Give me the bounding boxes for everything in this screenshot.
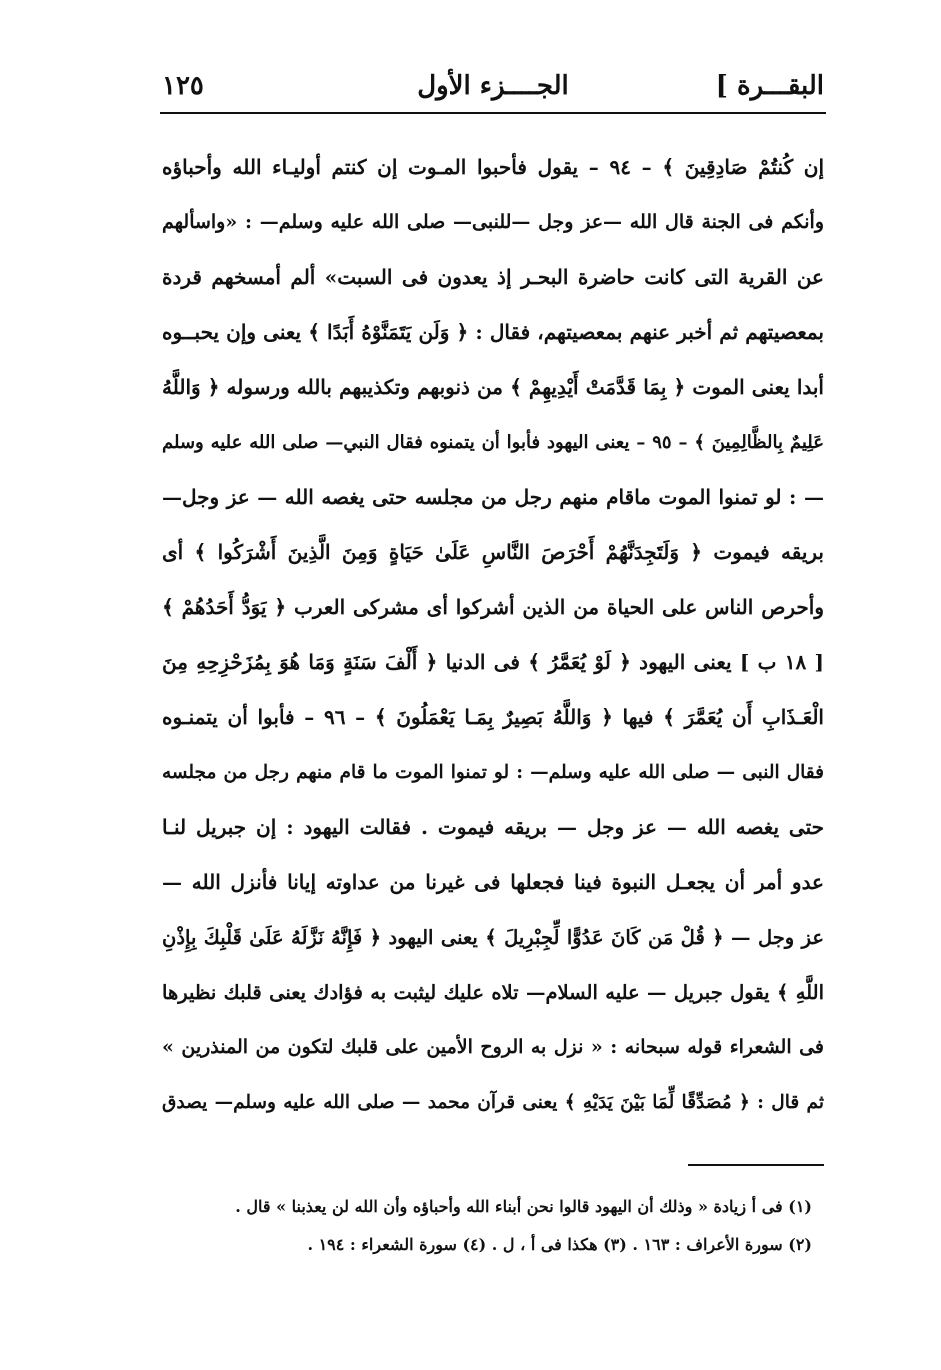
text-line: عن القرية التى كانت حاضرة البحـر إذ يعدون فى السبت» ألم أمسخهم قردة [162,265,824,289]
text-line: بمعصيتهم ثم أخبر عنهم بمعصيتهم، فقال : ﴿ وَلَن يَتَمَنَّوْهُ أَبَدًا ﴾ يعنى وإن يحبــوه [162,320,824,344]
text-line: [ ١٨ ب ] يعنى اليهود ﴿ لَوْ يُعَمَّرُ ﴾ فى الدنيا ﴿ أَلْفَ سَنَةٍ وَمَا هُوَ بِمُزَحْزِحِهِ مِنَ [162,650,824,674]
text-line: حتى يغصه الله — عز وجل — بريقه فيموت . فقالت اليهود : إن جبريل لنـا [162,815,824,839]
text-line: عَلِيمٌ بِالظَّالِمِينَ ﴾ – ٩٥ – يعنى اليهود فأبوا أن يتمنوه فقال النبي— صلى الله عليه وسلم [162,432,824,453]
text-line: بريقه فيموت ﴿ وَلَتَجِدَنَّهُمْ أَحْرَصَ النَّاسِ عَلَىٰ حَيَاةٍ وَمِنَ الَّذِينَ أَشْرَكُوا ﴾ أى [162,540,824,564]
text-line: — : لو تمنوا الموت ماقام منهم رجل من مجلسه حتى يغصه الله — عز وجل— [162,485,824,509]
text-line: الْعَـذَابِ أَن يُعَمَّرَ ﴾ فيها ﴿ وَاللَّهُ بَصِيرٌ بِمَـا يَعْمَلُونَ ﴾ – ٩٦ – فأبوا أن يتمنـوه [162,705,824,729]
text-line: فى الشعراء قوله سبحانه : « نزل به الروح الأمين على قلبك لتكون من المنذرين » [162,1036,824,1058]
text-line: أبدا يعنى الموت ﴿ بِمَا قَدَّمَتْ أَيْدِيهِمْ ﴾ من ذنوبهم وتكذيبهم بالله ورسوله ﴿ وَاللَّهُ [162,375,824,399]
footnote: (١) فى أ زيادة « وذلك أن اليهود قالوا نحن أبناء الله وأحباؤه وأن الله لن يعذبنا » قال . [235,1197,812,1216]
text-line: وأحرص الناس على الحياة من الذين أشركوا أى مشركى العرب ﴿ يَوَدُّ أَحَدُهُمْ ﴾ [162,595,824,619]
text-line: ثم قال : ﴿ مُصَدِّقًا لِّمَا بَيْنَ يَدَيْهِ ﴾ يعنى قرآن محمد — صلى الله عليه وسلم— يصدق [162,1092,824,1113]
text-line: عدو أمر أن يجعـل النبوة فينا فجعلها فى غيرنا من عداوته إيانا فأنزل الله — [162,870,824,894]
surah-title: البقـــرة ] [715,71,824,101]
footnotes [162,1188,812,1264]
text-line: إن كُنتُمْ صَادِقِينَ ﴾ – ٩٤ – يقول فأحبوا المـوت إن كنتم أوليـاء الله وأحباؤه [162,155,824,179]
main-text [162,140,824,1130]
text-line: فقال النبى — صلى الله عليه وسلم— : لو تمنوا الموت ما قام منهم رجل من مجلسه [162,762,824,783]
text-line: اللَّهِ ﴾ يقول جبريل — عليه السلام— تلاه عليك ليثبت به فؤادك يعنى قلبك نظيرها [162,981,824,1004]
footnote: (٢) سورة الأعراف : ١٦٣ . (٣) هكذا فى أ ، ل . (٤) سورة الشعراء : ١٩٤ . [307,1235,812,1254]
header-rule [160,112,826,114]
footnote-rule [688,1164,824,1166]
text-line: وأنكم فى الجنة قال الله —عز وجل —للنبى— صلى الله عليه وسلم— : «واسألهم [162,211,824,233]
page-number: ١٢٥ [162,71,204,101]
page-header [162,66,824,106]
text-line: عز وجل — ﴿ قُلْ مَن كَانَ عَدُوًّا لِّجِبْرِيلَ ﴾ يعنى اليهود ﴿ فَإِنَّهُ نَزَّلَهُ عَلَىٰ قَلْبِكَ بِإِذْنِ [162,926,824,949]
part-title: الجــــزء الأول [417,71,569,101]
